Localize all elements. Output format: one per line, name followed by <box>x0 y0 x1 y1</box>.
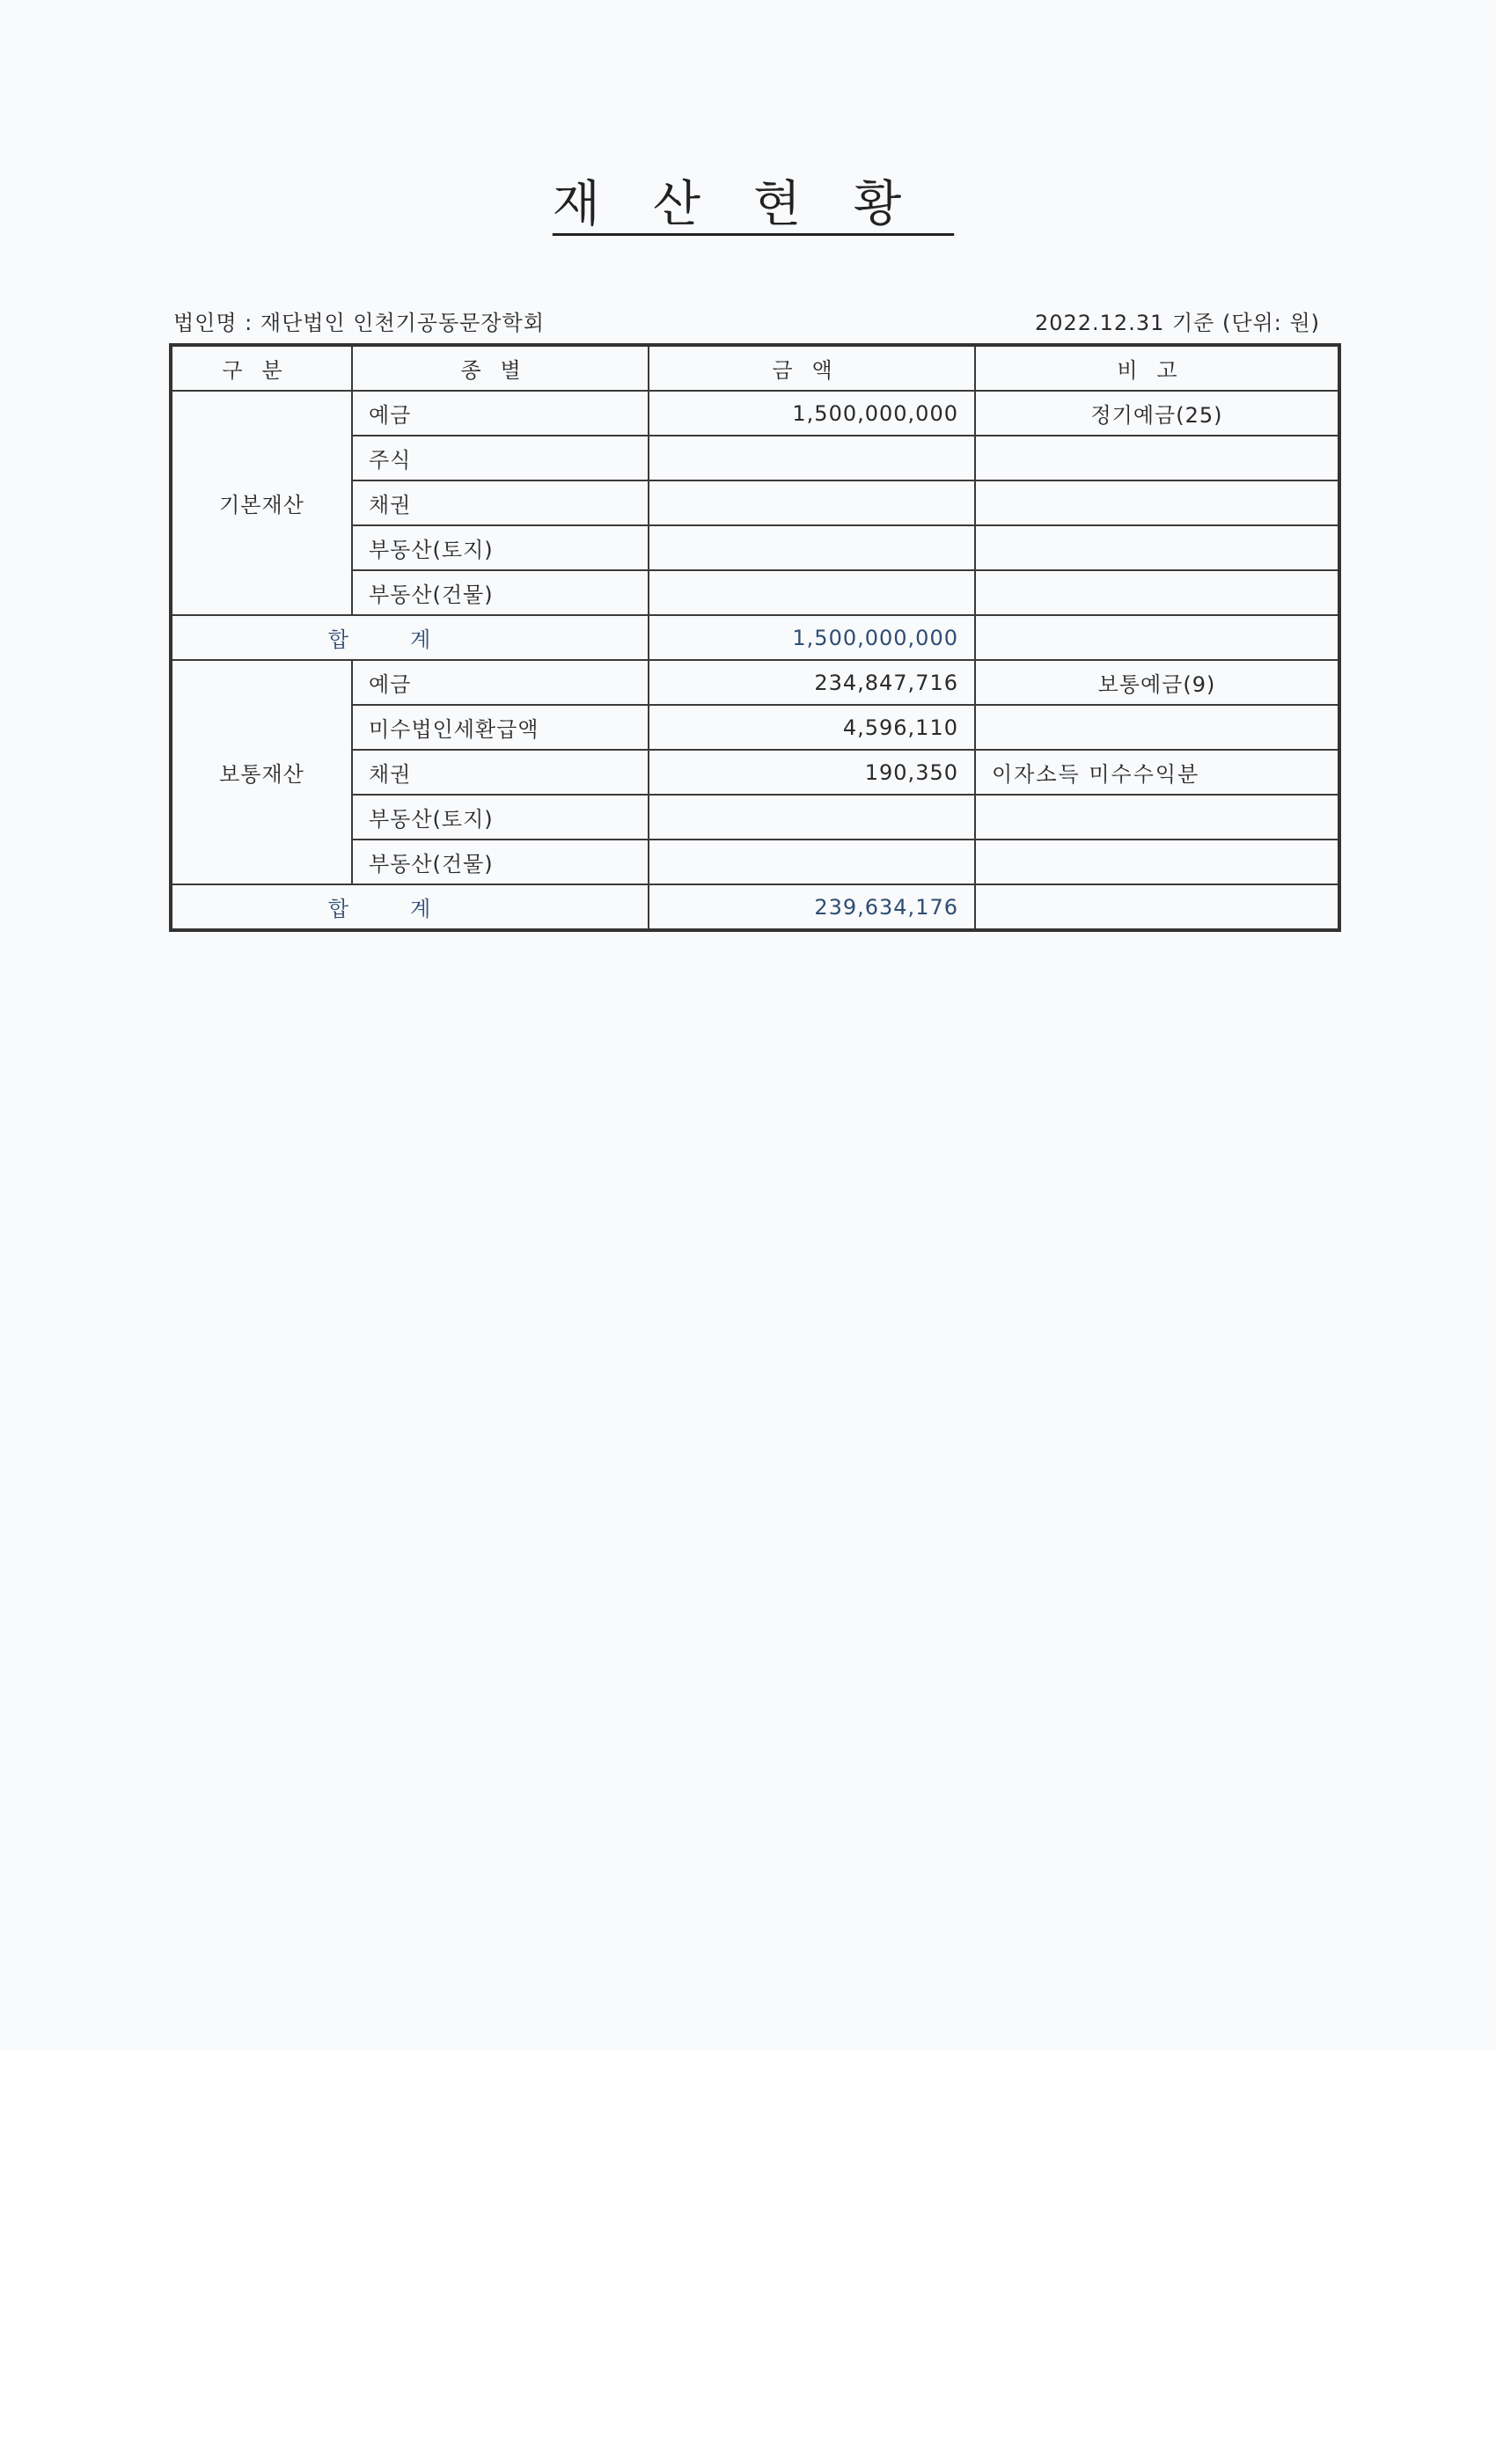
row-amount: 234,847,716 <box>649 660 975 705</box>
header-type: 종별 <box>352 345 649 391</box>
header-amount: 금액 <box>649 345 975 391</box>
basic-assets-label: 기본재산 <box>171 391 352 615</box>
row-amount: 4,596,110 <box>649 705 975 750</box>
row-amount <box>649 480 975 525</box>
ordinary-assets-label: 보통재산 <box>171 660 352 884</box>
row-amount <box>649 840 975 884</box>
row-type: 미수법인세환급액 <box>352 705 649 750</box>
row-note <box>975 705 1339 750</box>
row-note <box>975 480 1339 525</box>
table-row <box>171 391 1339 436</box>
ordinary-total-note <box>975 884 1339 930</box>
row-amount <box>649 436 975 480</box>
row-note: 이자소득 미수수익분 <box>975 750 1339 795</box>
ordinary-total-amount: 239,634,176 <box>649 884 975 930</box>
row-amount: 1,500,000,000 <box>649 391 975 436</box>
row-type: 채권 <box>352 750 649 795</box>
row-amount <box>649 525 975 570</box>
row-type: 부동산(건물) <box>352 570 649 615</box>
header-category: 구분 <box>171 345 352 391</box>
row-type: 부동산(토지) <box>352 795 649 840</box>
basic-total-label: 합계 <box>171 615 649 660</box>
row-type: 채권 <box>352 480 649 525</box>
basic-total-amount: 1,500,000,000 <box>649 615 975 660</box>
row-amount <box>649 795 975 840</box>
table-row <box>171 660 1339 705</box>
row-note <box>975 795 1339 840</box>
page-title: 재산현황 <box>552 176 955 233</box>
row-type: 예금 <box>352 660 649 705</box>
row-note <box>975 436 1339 480</box>
header-row <box>171 345 1339 391</box>
ordinary-total-label: 합계 <box>171 884 649 930</box>
row-note: 보통예금(9) <box>975 660 1339 705</box>
asset-status-table <box>169 343 1341 932</box>
organization-name: 법인명 : 재단법인 인천기공동문장학회 <box>173 311 545 335</box>
header-note: 비고 <box>975 345 1339 391</box>
basic-total-note <box>975 615 1339 660</box>
row-amount <box>649 570 975 615</box>
row-note <box>975 840 1339 884</box>
row-type: 부동산(토지) <box>352 525 649 570</box>
ordinary-total-row <box>171 884 1339 930</box>
basic-total-row <box>171 615 1339 660</box>
row-amount: 190,350 <box>649 750 975 795</box>
row-type: 주식 <box>352 436 649 480</box>
date-basis-unit: 2022.12.31 기준 (단위: 원) <box>1034 311 1320 335</box>
row-type: 부동산(건물) <box>352 840 649 884</box>
row-note <box>975 525 1339 570</box>
row-type: 예금 <box>352 391 649 436</box>
row-note <box>975 570 1339 615</box>
row-note: 정기예금(25) <box>975 391 1339 436</box>
